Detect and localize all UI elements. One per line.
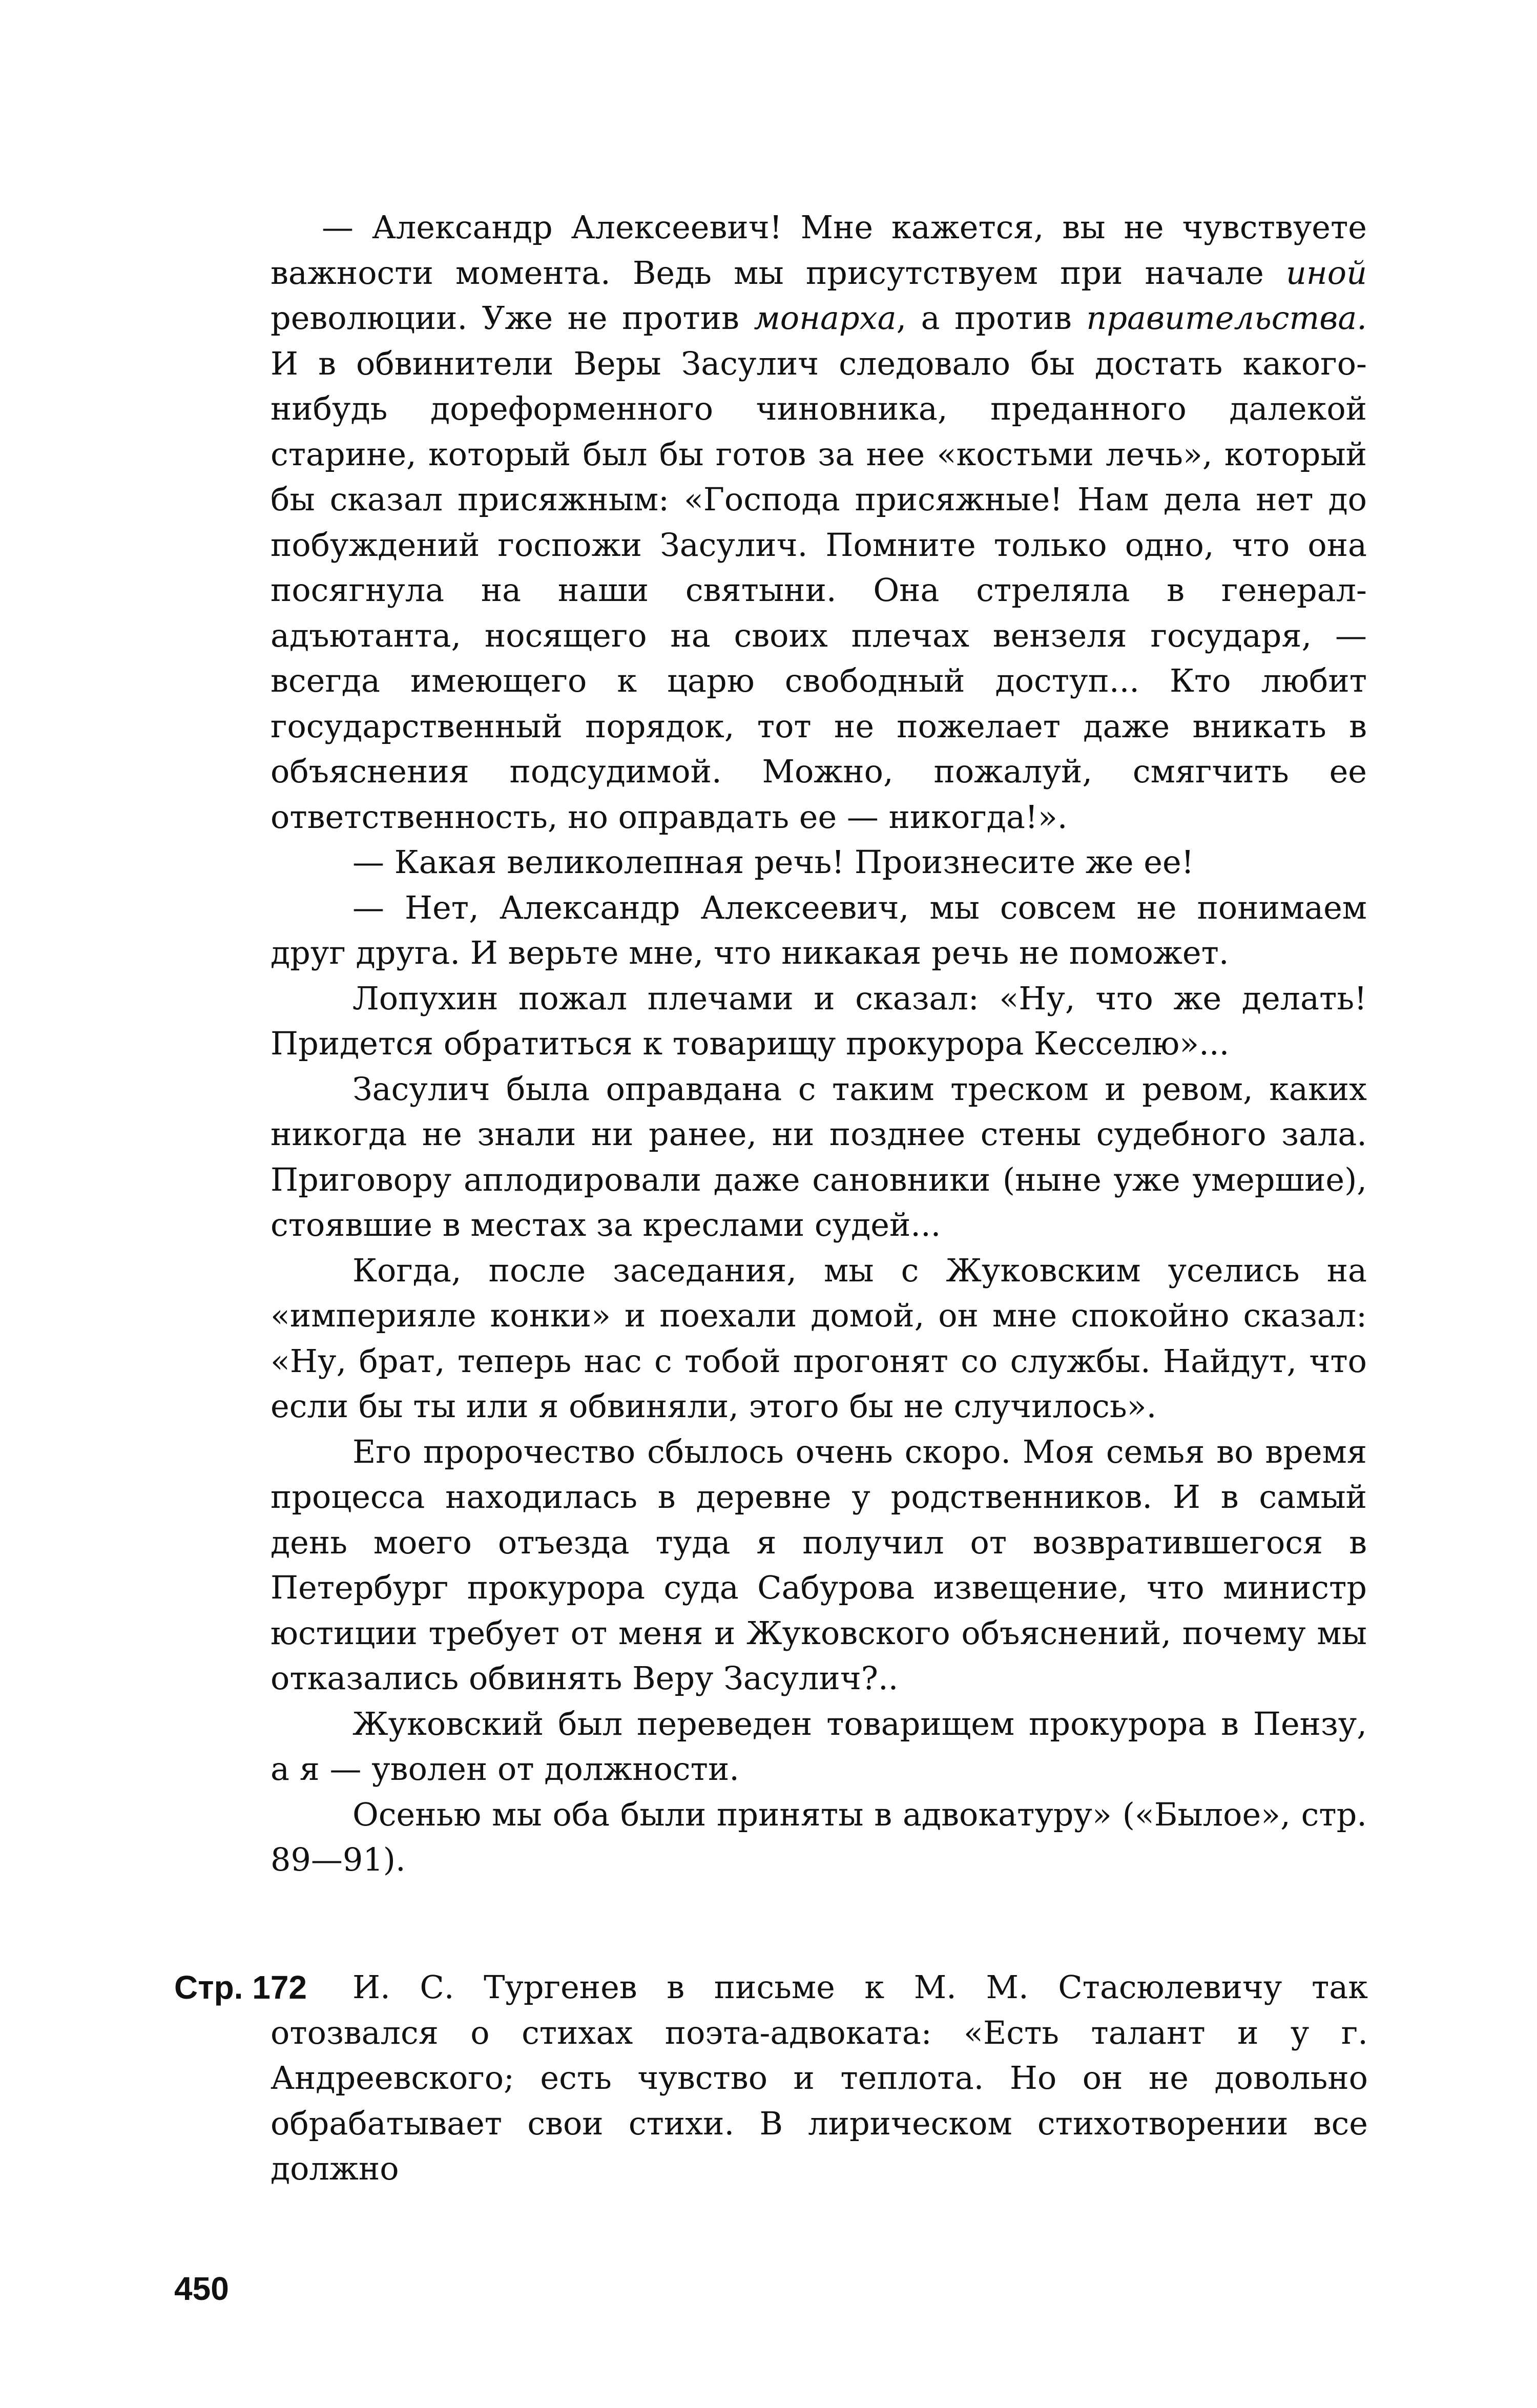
paragraph-1-text-c: , а против — [896, 299, 1087, 337]
paragraph-6: Когда, после заседания, мы с Жуковским уселись на «империяле конки» и поехали домой, он мне спокойно сказал: «Ну, брат, теперь нас с тобой прогонят со службы. Найдут, что если бы ты или я обвиняли, этого бы не случилось». — [271, 1251, 1367, 1425]
paragraph-1-italic-1: иной — [1285, 254, 1367, 292]
paragraph-3: — Нет, Александр Алексеевич, мы совсем не понимаем друг друга. И верьте мне, что никакая речь не поможет. — [271, 888, 1367, 971]
note-text: И. С. Тургенев в письме к М. М. Стасюлевичу так отозвался о стихах поэта-адвоката: «Есть талант и у г. Андреевского; есть чувство и теплота. Но он не довольно обрабатывает свои стихи. В лирическом стихотворении все должно — [271, 1968, 1368, 2187]
paragraph-1-text-a: — Александр Алексеевич! Мне кажется, вы не чувствуете важности момента. Ведь мы присутствуем при начале — [271, 209, 1367, 292]
paragraph-1 — [271, 205, 1367, 840]
commentary-note — [174, 1965, 1368, 2192]
paragraph-1-italic-3: правительства. — [1086, 299, 1367, 337]
paragraph-5: Засулич была оправдана с таким треском и ревом, каких никогда не знали ни ранее, ни позднее стены судебного зала. Приговору аплодировали даже сановники (ныне уже умершие), стоявшие в местах за креслами судей... — [271, 1070, 1367, 1243]
paragraph-4: Лопухин пожал плечами и сказал: «Ну, что же делать! Придется обратиться к товарищу прокурора Кесселю»... — [271, 979, 1367, 1062]
paragraph-1-italic-2: монарха — [754, 299, 897, 337]
page-number: 450 — [174, 2270, 229, 2307]
main-text — [271, 205, 1367, 1883]
paragraph-7: Его пророчество сбылось очень скоро. Моя семья во время процесса находилась в деревне у родственников. И в самый день моего отъезда туда я получил от возвратившегося в Петербург прокурора суда Сабурова извещение, что министр юстиции требует от меня и Жуковского объяснений, почему мы отказались обвинять Веру Засулич?.. — [271, 1433, 1367, 1697]
paragraph-8: Жуковский был переведен товарищем прокурора в Пензу, а я — уволен от должности. — [271, 1705, 1367, 1788]
note-page-reference: Стр. 172 — [174, 1969, 307, 2006]
paragraph-1-text-b: революции. Уже не против — [271, 299, 754, 337]
paragraph-9: Осенью мы оба были приняты в адвокатуру» («Былое», стр. 89—91). — [271, 1795, 1367, 1878]
paragraph-2: — Какая великолепная речь! Произнесите же ее! — [352, 843, 1194, 881]
paragraph-1-text-d: И в обвинители Веры Засулич следовало бы достать какого-нибудь дореформенного чиновника, преданного далекой старине, который был бы готов за нее «костьми лечь», который бы сказал присяжным: «Господа присяжные! Нам дела нет до побуждений госпожи Засулич. Помните только одно, что она посягнула на наши святыни. Она стреляла в генерал-адъютанта, носящего на своих плечах вензеля государя, — всегда имеющего к царю свободный доступ... Кто любит государственный порядок, тот не пожелает даже вникать в объяснения подсудимой. Можно, пожалуй, смягчить ее ответственность, но оправдать ее — никогда!». — [271, 344, 1367, 836]
